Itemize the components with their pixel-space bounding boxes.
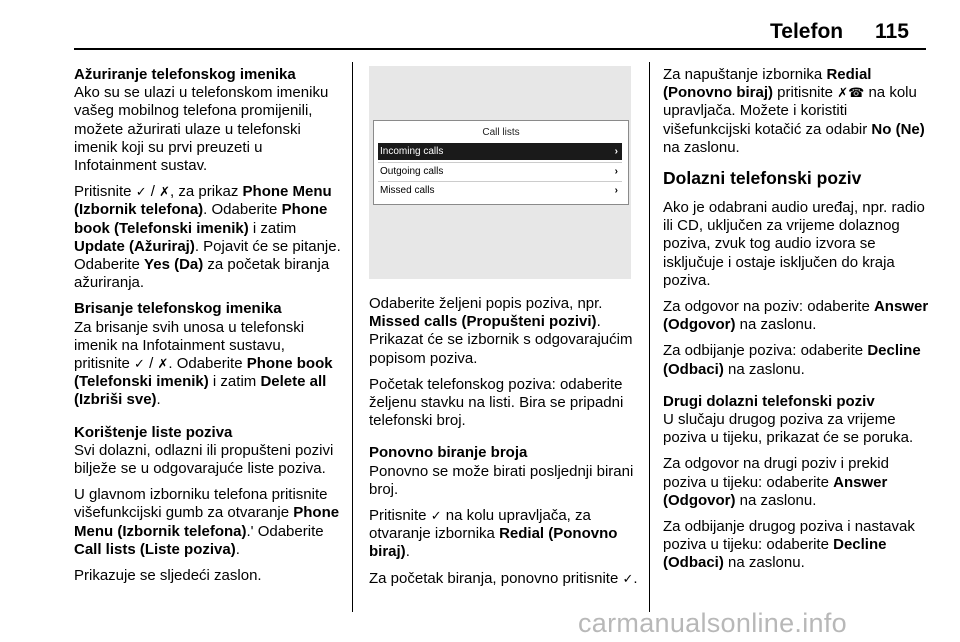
column-right: [663, 66, 933, 581]
section-heading: Korištenje liste poziva: [74, 423, 233, 441]
paragraph: Početak telefonskog poziva: odaberite željenu stavku na listi. Bira se pripadni telefonski broj.: [369, 375, 624, 430]
paragraph: U glavnom izborniku telefona pritisnite višefunkcijski gumb za otvaranje Phone Menu (Izbornik telefona).' Odaberite Call lists (Liste poziva).: [74, 486, 340, 558]
paragraph: Prikazuje se sljedeći zaslon.: [74, 567, 262, 585]
section-heading: Brisanje telefonskog imenika: [74, 300, 282, 318]
paragraph: Ako su se ulazi u telefonskom imeniku vašeg mobilnog telefona promijenili, možete ažurirati ulaze u telefonski imenik koji su prvi preuzeti u Infotainment sustav.: [74, 84, 329, 175]
paragraph: Za odgovor na poziv: odaberite Answer (Odgovor) na zaslonu.: [663, 298, 929, 334]
paragraph: Pritisnite ✓ na kolu upravljača, za otvaranje izbornika Redial (Ponovno biraj).: [369, 507, 618, 561]
paragraph: U slučaju drugog poziva za vrijeme poziva u tijeku, prikazat će se poruka.: [663, 411, 914, 447]
paragraph: Za odbijanje poziva: odaberite Decline (Odbaci) na zaslonu.: [663, 342, 921, 378]
list-item: Incoming calls ›: [378, 143, 622, 160]
column-left: [74, 66, 344, 593]
call-lists-screen: [373, 120, 629, 205]
phone-icon: ✓: [430, 508, 442, 524]
phone-icon: ✓: [134, 356, 145, 372]
list-item: Outgoing calls ›: [378, 162, 622, 179]
paragraph: Svi dolazni, odlazni ili propušteni pozivi bilježe se u odgovarajuće liste poziva.: [74, 441, 334, 478]
page-number: 115: [875, 20, 909, 43]
paragraph: Za napuštanje izbornika Redial (Ponovno biraj) pritisnite ✗☎ na kolu upravljača. Možete i koristiti višefunkcijski kotačić za odabir No (Ne) na zaslonu.: [663, 66, 925, 156]
paragraph: Za početak biranja, ponovno pritisnite ✓.: [369, 569, 638, 587]
section-heading: Dolazni telefonski poziv: [663, 168, 862, 189]
phone-off-icon: ✗: [157, 356, 169, 372]
section-heading: Drugi dolazni telefonski poziv: [663, 392, 875, 410]
paragraph: Ako je odabrani audio uređaj, npr. radio ili CD, uključen za vrijeme dolaznog poziva, zvuk tog audio izvora se isključuje i ostaje isključen do kraja poziva.: [663, 199, 925, 289]
paragraph: Pritisnite ✓ / ✗, za prikaz Phone Menu (Izbornik telefona). Odaberite Phone book (Telefonski imenik) i zatim Update (Ažuriraj). Pojavit će se pitanje. Odaberite Yes (Da) za početak biranja ažuriranja.: [74, 183, 341, 292]
chevron-right-icon: ›: [614, 146, 618, 157]
section-heading: Ponovno biranje broja: [369, 444, 528, 462]
list-item: Missed calls ›: [378, 181, 622, 198]
column-middle: [369, 66, 639, 596]
watermark: carmanualsonline.info: [578, 608, 847, 638]
phone-icon: ✓: [135, 184, 147, 200]
paragraph: Za odgovor na drugi poziv i prekid poziva u tijeku: odaberite Answer (Odgovor) na zaslonu.: [663, 455, 889, 509]
hang-up-icon: ✗☎: [837, 85, 865, 101]
header-rule: [74, 48, 926, 50]
paragraph: Za odbijanje drugog poziva i nastavak poziva u tijeku: odaberite Decline (Odbaci) na zaslonu.: [663, 518, 915, 572]
phone-icon: ✓: [622, 570, 634, 586]
header-title: Telefon: [770, 20, 844, 43]
chevron-right-icon: ›: [614, 185, 618, 196]
paragraph: Odaberite željeni popis poziva, npr. Missed calls (Propušteni pozivi). Prikazat će se izbornik s odgovarajućim popisom poziva.: [369, 295, 633, 367]
paragraph: Za brisanje svih unosa u telefonski imenik na Infotainment sustavu, pritisnite ✓ / ✗. Odaberite Phone book (Telefonski imenik) i zatim Delete all (Izbriši sve).: [74, 318, 333, 409]
chevron-right-icon: ›: [614, 166, 618, 177]
screen-title: Call lists: [482, 127, 520, 138]
paragraph: Ponovno se može birati posljednji birani broj.: [369, 462, 634, 498]
section-heading: Ažuriranje telefonskog imenika: [74, 66, 296, 83]
column-divider: [352, 62, 353, 612]
screen-illustration: [369, 66, 631, 279]
phone-off-icon: ✗: [159, 184, 171, 200]
column-divider: [649, 62, 650, 612]
